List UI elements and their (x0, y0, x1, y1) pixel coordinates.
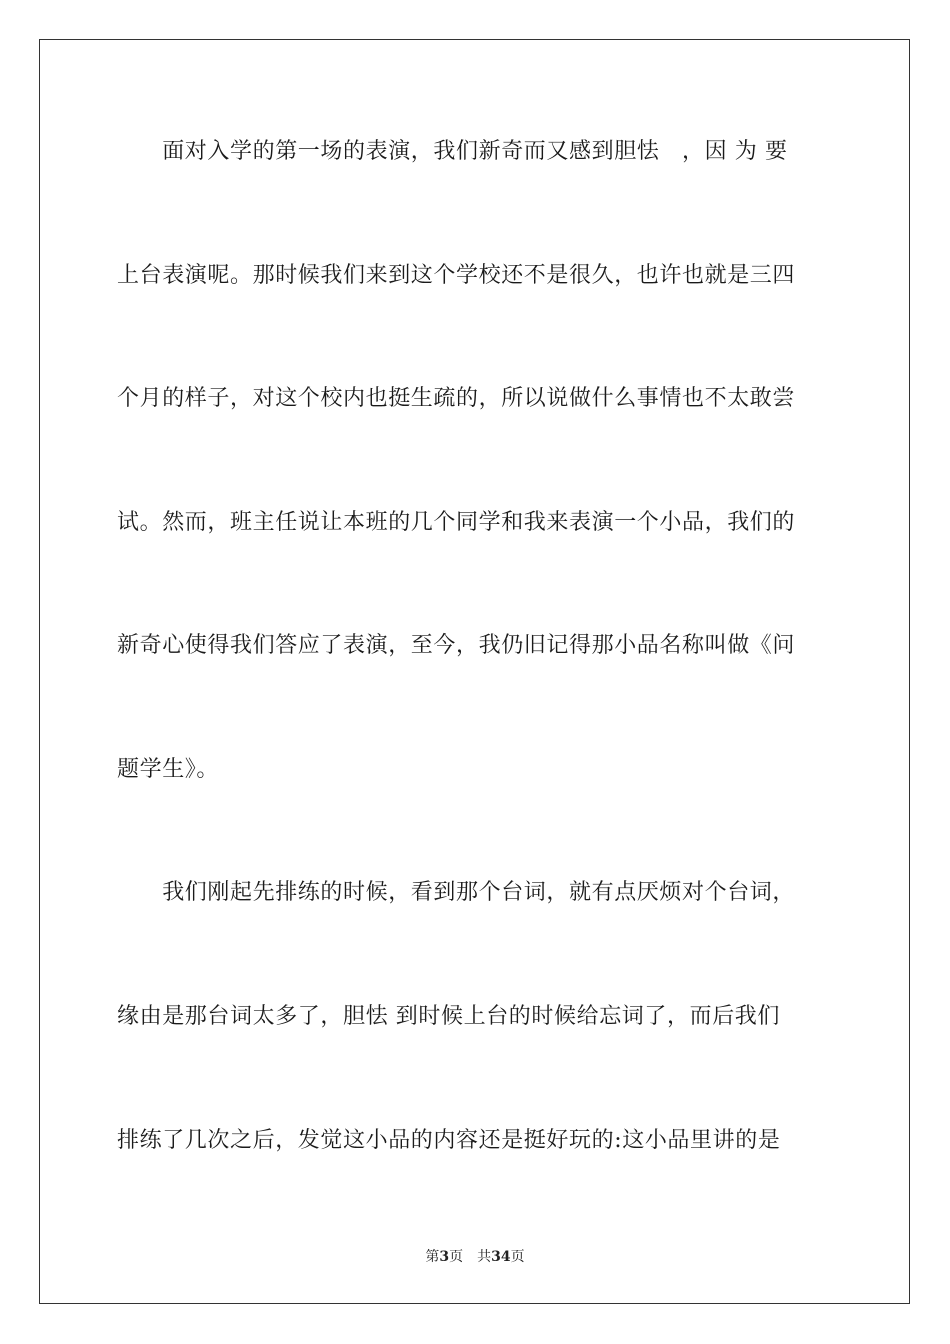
text-line: 排练了几次之后，发觉这小品的内容还是挺好玩的:这小品里讲的是 (117, 1128, 781, 1153)
text-line: 面对入学的第一场的表演，我们新奇而又感到胆怯 ，因 为 要 (117, 139, 788, 164)
page-border (39, 39, 910, 1304)
text-line: 题学生》。 (117, 757, 220, 782)
page-suffix: 页 (449, 1249, 464, 1265)
total-pages: 34 (491, 1249, 511, 1265)
page-prefix: 第 (425, 1249, 440, 1265)
text-line: 我们刚起先排练的时候，看到那个台词，就有点厌烦对个台词， (117, 880, 796, 905)
text-line: 个月的样子，对这个校内也挺生疏的，所以说做什么事情也不太敢尝 (117, 386, 796, 411)
text-line: 试。然而，班主任说让本班的几个同学和我来表演一个小品，我们的 (117, 510, 796, 535)
page-footer (0, 1247, 950, 1267)
total-prefix: 共 (477, 1249, 492, 1265)
page-number: 3 (439, 1249, 450, 1265)
text-line: 上台表演呢。那时候我们来到这个学校还不是很久，也许也就是三四 (117, 263, 796, 288)
text-line: 缘由是那台词太多了，胆怯 到时候上台的时候给忘词了，而后我们 (117, 1004, 780, 1029)
total-suffix: 页 (510, 1249, 525, 1265)
text-line: 新奇心使得我们答应了表演，至今，我仍旧记得那小品名称叫做《问 (117, 633, 796, 658)
